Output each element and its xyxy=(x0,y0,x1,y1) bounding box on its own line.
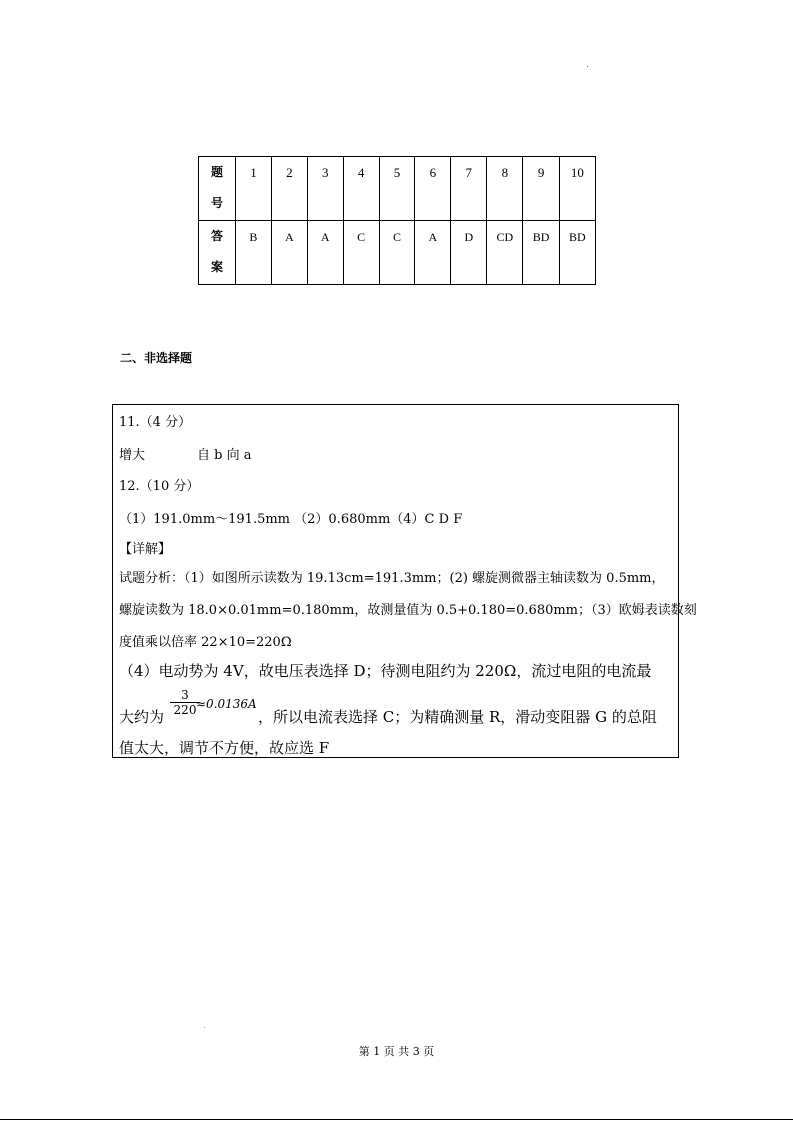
question-number-cell: 7 xyxy=(451,157,487,221)
question-number-cell: 4 xyxy=(343,157,379,221)
answer-cell: BD xyxy=(559,221,595,285)
analysis-line: 度值乘以倍率 22×10=220Ω xyxy=(119,635,292,650)
header-char: 题 xyxy=(210,165,223,179)
row-header-question-number xyxy=(199,157,236,221)
question-number-cell: 6 xyxy=(415,157,451,221)
answer-cell: A xyxy=(307,221,343,285)
row-header-answer xyxy=(199,221,236,285)
q11-answer-part2: 自 b 向 a xyxy=(197,448,252,463)
header-char: 答 xyxy=(210,229,223,243)
page-footer: 第 1 页 共 3 页 xyxy=(358,1045,435,1058)
part4-line: 值太大，调节不方便，故应选 F xyxy=(119,739,330,757)
q11-answer xyxy=(119,444,252,463)
question-number-cell: 9 xyxy=(523,157,559,221)
answer-cell: C xyxy=(343,221,379,285)
answer-row xyxy=(199,221,596,285)
part4-line: （4）电动势为 4V，故电压表选择 D；待测电阻约为 220Ω，流过电阻的电流最 xyxy=(119,662,652,680)
header-char: 案 xyxy=(210,260,223,274)
analysis-line: 试题分析：（1）如图所示读数为 19.13cm=191.3mm；(2) 螺旋测微器主轴读数为 0.5mm， xyxy=(119,571,665,586)
scan-dot xyxy=(587,66,588,67)
question-number-cell: 5 xyxy=(379,157,415,221)
answer-cell: D xyxy=(451,221,487,285)
answer-cell: A xyxy=(415,221,451,285)
scan-dot xyxy=(204,1027,205,1028)
part4-line-prefix: 大约为 xyxy=(119,708,165,726)
question-number-cell: 3 xyxy=(307,157,343,221)
question-number-cell: 1 xyxy=(236,157,272,221)
answer-cell: BD xyxy=(523,221,559,285)
question-number-cell: 8 xyxy=(487,157,523,221)
bottom-rule xyxy=(0,1119,793,1120)
fraction-result: ≈0.0136A xyxy=(196,697,257,711)
detail-label: 【详解】 xyxy=(119,542,172,557)
fraction-numerator: 3 xyxy=(181,688,189,702)
answer-cell: CD xyxy=(487,221,523,285)
answer-cell: A xyxy=(271,221,307,285)
answer-cell: B xyxy=(236,221,272,285)
analysis-line: 螺旋读数为 18.0×0.01mm=0.180mm，故测量值为 0.5+0.180=0.680mm；（3）欧姆表读数刻 xyxy=(119,603,697,618)
answer-cell: C xyxy=(379,221,415,285)
answer-table xyxy=(198,156,596,285)
header-char: 号 xyxy=(210,196,223,210)
section-title: 二、非选择题 xyxy=(120,351,193,365)
question-number-cell: 2 xyxy=(271,157,307,221)
q11-heading: 11.（4 分） xyxy=(119,415,192,430)
part4-line: ，所以电流表选择 C；为精确测量 R，滑动变阻器 G 的总阻 xyxy=(258,708,657,726)
q12-heading: 12.（10 分） xyxy=(119,479,200,494)
q12-answer: （1）191.0mm～191.5mm （2）0.680mm（4）C D F xyxy=(119,512,463,527)
fraction-denominator: 220 xyxy=(170,702,200,717)
question-number-cell: 10 xyxy=(559,157,595,221)
q11-answer-part1: 增大 xyxy=(119,448,146,463)
question-number-row xyxy=(199,157,596,221)
